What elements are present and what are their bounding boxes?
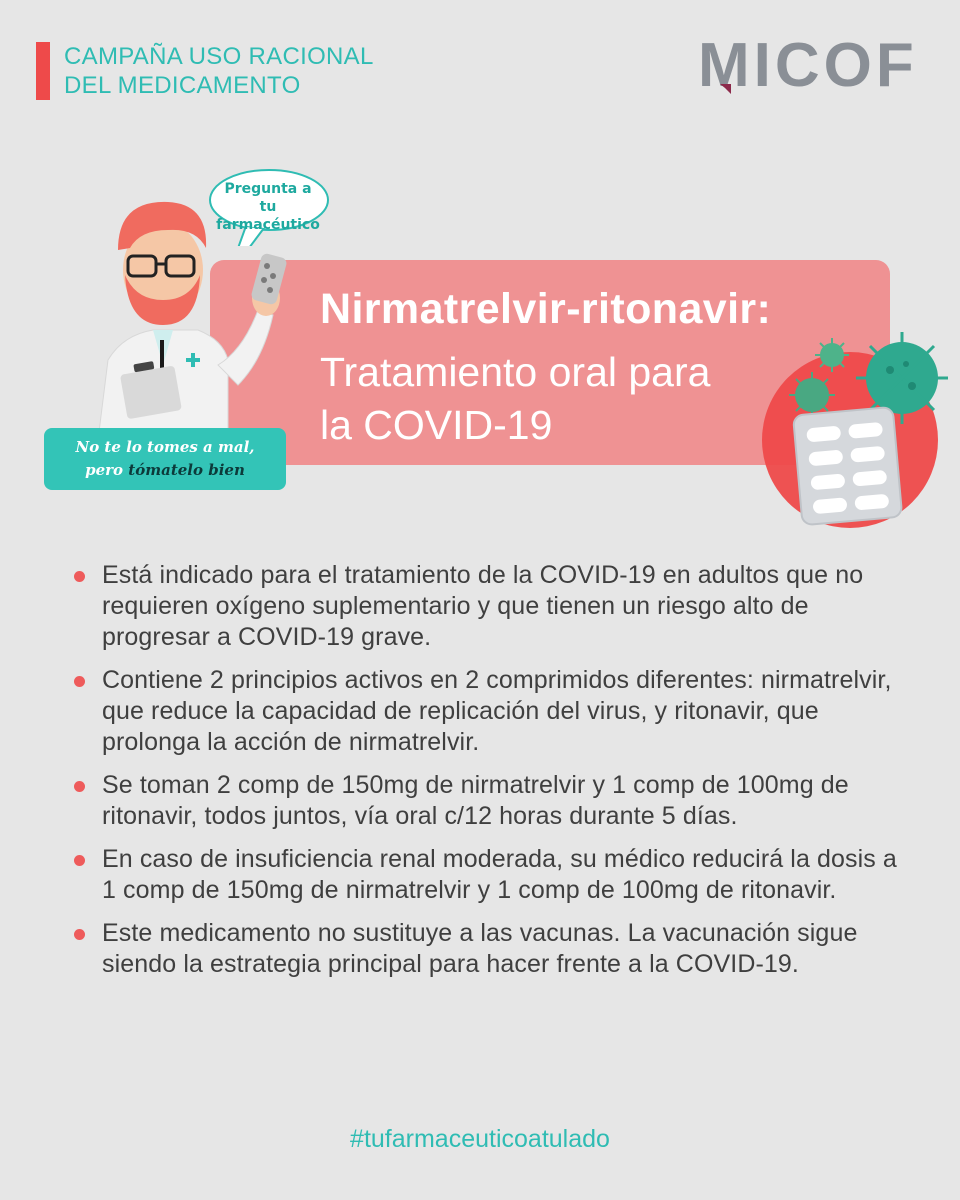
- bullet-dot-icon: [74, 855, 85, 866]
- bullet-dot-icon: [74, 676, 85, 687]
- bullet-dot-icon: [74, 929, 85, 940]
- slogan-box: [44, 428, 286, 490]
- virus-pills-illustration: [760, 320, 960, 530]
- list-item-text: Contiene 2 principios activos en 2 comprimidos diferentes: nirmatrelvir, que reduce la capacidad de replicación del virus, y ritonavir, que prolonga la acción de nirmatrelvir.: [102, 666, 892, 756]
- hashtag: #tufarmaceuticoatulado: [350, 1125, 610, 1153]
- campaign-line-2: DEL MEDICAMENTO: [64, 72, 301, 99]
- bubble-line-1: Pregunta a: [224, 181, 312, 197]
- bullet-dot-icon: [74, 781, 85, 792]
- slogan-line-1: No te lo tomes a mal,: [75, 438, 255, 456]
- list-item: [70, 665, 900, 758]
- list-item-text: Está indicado para el tratamiento de la COVID-19 en adultos que no requieren oxígeno suplementario y que tienen un riesgo alto de progresar a COVID-19 grave.: [102, 561, 864, 651]
- bullet-dot-icon: [74, 571, 85, 582]
- bubble-line-2: tu farmacéutico: [216, 199, 320, 233]
- virus-small-icon: [815, 338, 849, 372]
- slogan-line-2b: tómatelo bien: [128, 461, 245, 479]
- list-item-text: Este medicamento no sustituye a las vacunas. La vacunación sigue siendo la estrategia principal para hacer frente a la COVID-19.: [102, 919, 858, 978]
- list-item: [70, 918, 900, 980]
- title-subtitle: [320, 346, 760, 452]
- campaign-title: [64, 42, 464, 100]
- logo-text: MICOF: [698, 34, 918, 94]
- campaign-accent-bar: [36, 42, 50, 100]
- pharmacist-illustration: [78, 190, 318, 450]
- info-list: [70, 560, 900, 992]
- list-item-text: En caso de insuficiencia renal moderada, su médico reducirá la dosis a 1 comp de 150mg de nirmatrelvir y 1 comp de 100mg de ritonavir.: [102, 845, 897, 904]
- list-item-text: Se toman 2 comp de 150mg de nirmatrelvir y 1 comp de 100mg de ritonavir, todos juntos, vía oral c/12 horas durante 5 días.: [102, 771, 849, 830]
- slogan-line-2a: pero: [85, 461, 129, 479]
- title-main: Nirmatrelvir-ritonavir:: [320, 285, 772, 333]
- title-subtitle-line-1: Tratamiento oral para: [320, 349, 711, 395]
- list-item: [70, 770, 900, 832]
- list-item: [70, 560, 900, 653]
- list-item: [70, 844, 900, 906]
- blister-pack-icon: [793, 407, 902, 525]
- campaign-line-1: CAMPAÑA USO RACIONAL: [64, 43, 374, 70]
- micof-logo: [698, 34, 932, 94]
- slogan-line-2: [44, 461, 286, 479]
- title-subtitle-line-2: la COVID-19: [320, 402, 553, 448]
